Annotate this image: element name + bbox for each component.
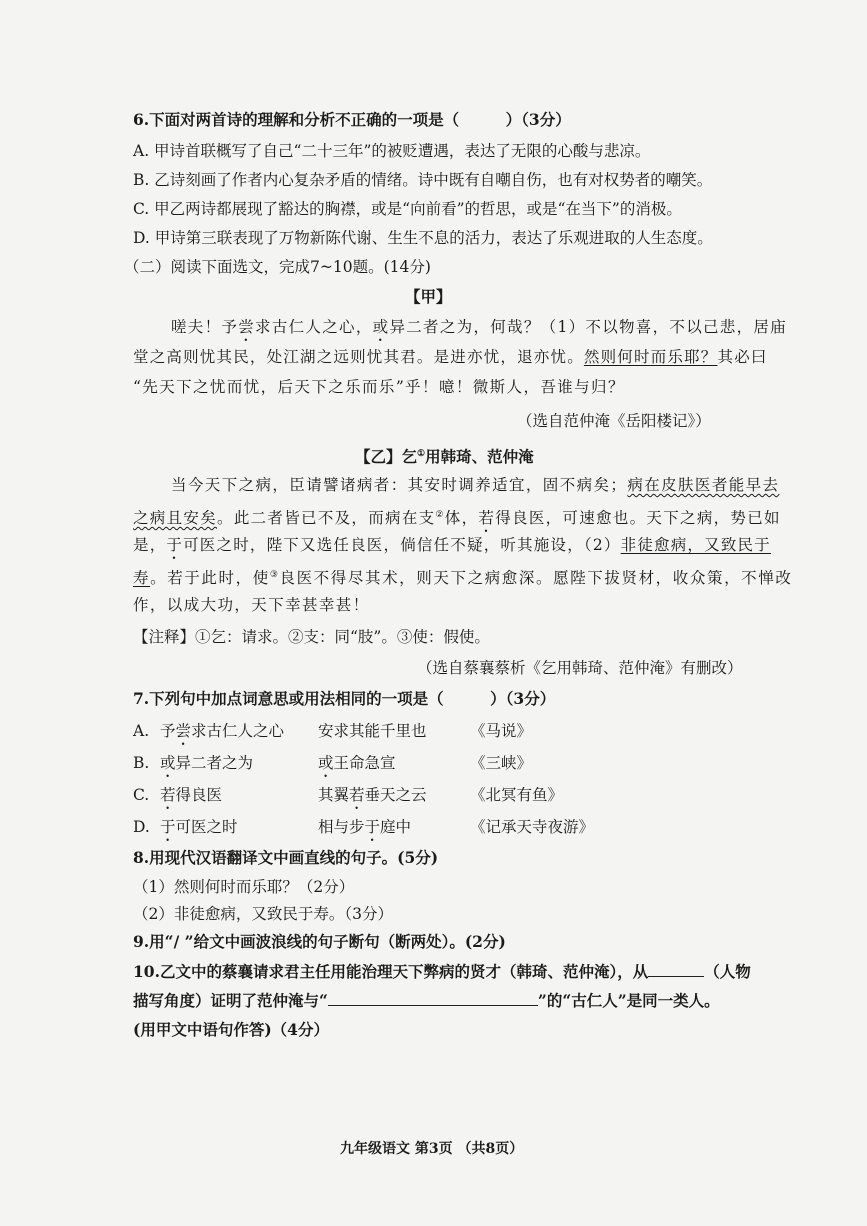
passage-yi-title: 【乙】乞①用韩琦、范仲淹 — [355, 447, 534, 467]
q7-letter-b: B. — [133, 754, 150, 772]
q7-letter-c: C. — [133, 786, 150, 804]
jia-line-3: “先天下之忧而忧，后天下之乐而乐”乎！噫！微斯人，吾谁与归？ — [133, 378, 625, 396]
q7-d-sentence-1: 于可医之时 — [160, 818, 238, 836]
yi-source: （选自蔡襄蔡析《乞用韩琦、范仲淹》有删改） — [417, 659, 743, 677]
answer-blank-2[interactable] — [328, 991, 538, 1006]
q7-c-sentence-2: 其翼若垂天之云 — [318, 786, 427, 804]
q7-c-book: 《北冥有鱼》 — [470, 786, 564, 804]
q7-a-book: 《马说》 — [470, 722, 533, 740]
q9-stem: 9.用“/ ”给文中画波浪线的句子断句（断两处）。(2分) — [133, 932, 506, 951]
q7-d-sentence-2: 相与步于庭中 — [318, 818, 412, 836]
q10-line-1: 10.乙文中的蔡襄请求君主任用能治理天下弊病的贤才（韩琦、范仲淹），从 （人物 — [133, 962, 751, 981]
q6-option-b: B. 乙诗刻画了作者内心复杂矛盾的情绪。诗中既有自嘲自伤，也有对权势者的嘲笑。 — [133, 171, 713, 189]
q7-c-sentence-1: 若得良医 — [160, 786, 223, 804]
q6-option-d: D. 甲诗第三联表现了万物新陈代谢、生生不息的活力，表达了乐观进取的人生态度。 — [133, 229, 713, 247]
q7-letter-d: D. — [133, 818, 150, 836]
wavy-sentence-part-1: 病在皮肤医者能早去 — [627, 476, 780, 494]
section-heading: （二）阅读下面选文，完成7~10题。(14分) — [124, 258, 431, 276]
yi-line-2: 之病且安矣。此二者皆已不及，而病在支②体，若得良医，可速愈也。天下之病，势已如 — [133, 509, 781, 528]
q6-stem: 6.下面对两首诗的理解和分析不正确的一项是（ ）（3分） — [133, 110, 571, 129]
yi-line-4: 寿。若于此时，使③良医不得尽其术，则天下之病愈深。愿陛下拔贤材，收众策，不惮改 — [133, 569, 793, 588]
jia-line-2: 堂之高则忧其民，处江湖之远则忧其君。是进亦忧，退亦忧。然则何时而乐耶？其必曰 — [133, 348, 768, 366]
page-footer: 九年级语文 第3页 （共8页） — [340, 1141, 524, 1157]
q8-item-1: （1）然则何时而乐耶？（2分） — [133, 878, 355, 896]
yi-line-5: 作，以成大功，天下幸甚幸甚！ — [133, 596, 370, 614]
yi-line-1: 当今天下之病，臣请譬诸病者：其安时调养适宜，固不病矣；病在皮肤医者能早去 — [171, 476, 780, 494]
q7-d-book: 《记承天寺夜游》 — [470, 818, 595, 836]
wavy-sentence-part-2: 之病且安矣 — [133, 509, 218, 528]
jia-source: （选自范仲淹《岳阳楼记》） — [517, 412, 711, 430]
jia-line-1: 嗟夫！予尝求古仁人之心，或异二者之为，何哉？（1）不以物喜，不以己悲，居庙 — [171, 318, 788, 336]
underlined-sentence-2-part-1: 非徒愈病，又致民于 — [620, 536, 771, 554]
q10-line-3: (用甲文中语句作答)（4分） — [133, 1020, 329, 1039]
passage-jia-title: 【甲】 — [405, 287, 452, 306]
annotation-notes: 【注释】①乞：请求。②支：同“肢”。③使：假使。 — [133, 628, 490, 646]
answer-blank-1[interactable] — [648, 962, 704, 977]
q7-b-book: 《三峡》 — [470, 754, 533, 772]
q7-stem: 7.下列句中加点词意思或用法相同的一项是（ ）（3分） — [133, 689, 556, 708]
q7-b-sentence-1: 或异二者之为 — [160, 754, 254, 772]
q10-line-2: 描写角度）证明了范仲淹与“ ”的“古仁人”是同一类人。 — [133, 991, 720, 1010]
underlined-sentence-1: 然则何时而乐耶？ — [583, 348, 718, 366]
yi-line-3: 是，于可医之时，陛下又选任良医，倘信任不疑，听其施设，（2）非徒愈病，又致民于 — [133, 536, 771, 554]
q7-letter-a: A. — [133, 722, 150, 740]
q6-option-a: A. 甲诗首联概写了自己“二十三年”的被贬遭遇，表达了无限的心酸与悲凉。 — [133, 142, 651, 160]
q7-b-sentence-2: 或王命急宣 — [318, 754, 396, 772]
q8-item-2: （2）非徒愈病，又致民于寿。（3分） — [133, 905, 393, 923]
underlined-sentence-2-part-2: 寿 — [133, 569, 151, 588]
q8-stem: 8.用现代汉语翻译文中画直线的句子。(5分) — [133, 848, 439, 867]
q7-a-sentence-2: 安求其能千里也 — [318, 722, 427, 740]
q6-option-c: C. 甲乙两诗都展现了豁达的胸襟，或是“向前看”的哲思，或是“在当下”的消极。 — [133, 200, 682, 218]
q7-a-sentence-1: 予尝求古仁人之心 — [160, 722, 285, 740]
